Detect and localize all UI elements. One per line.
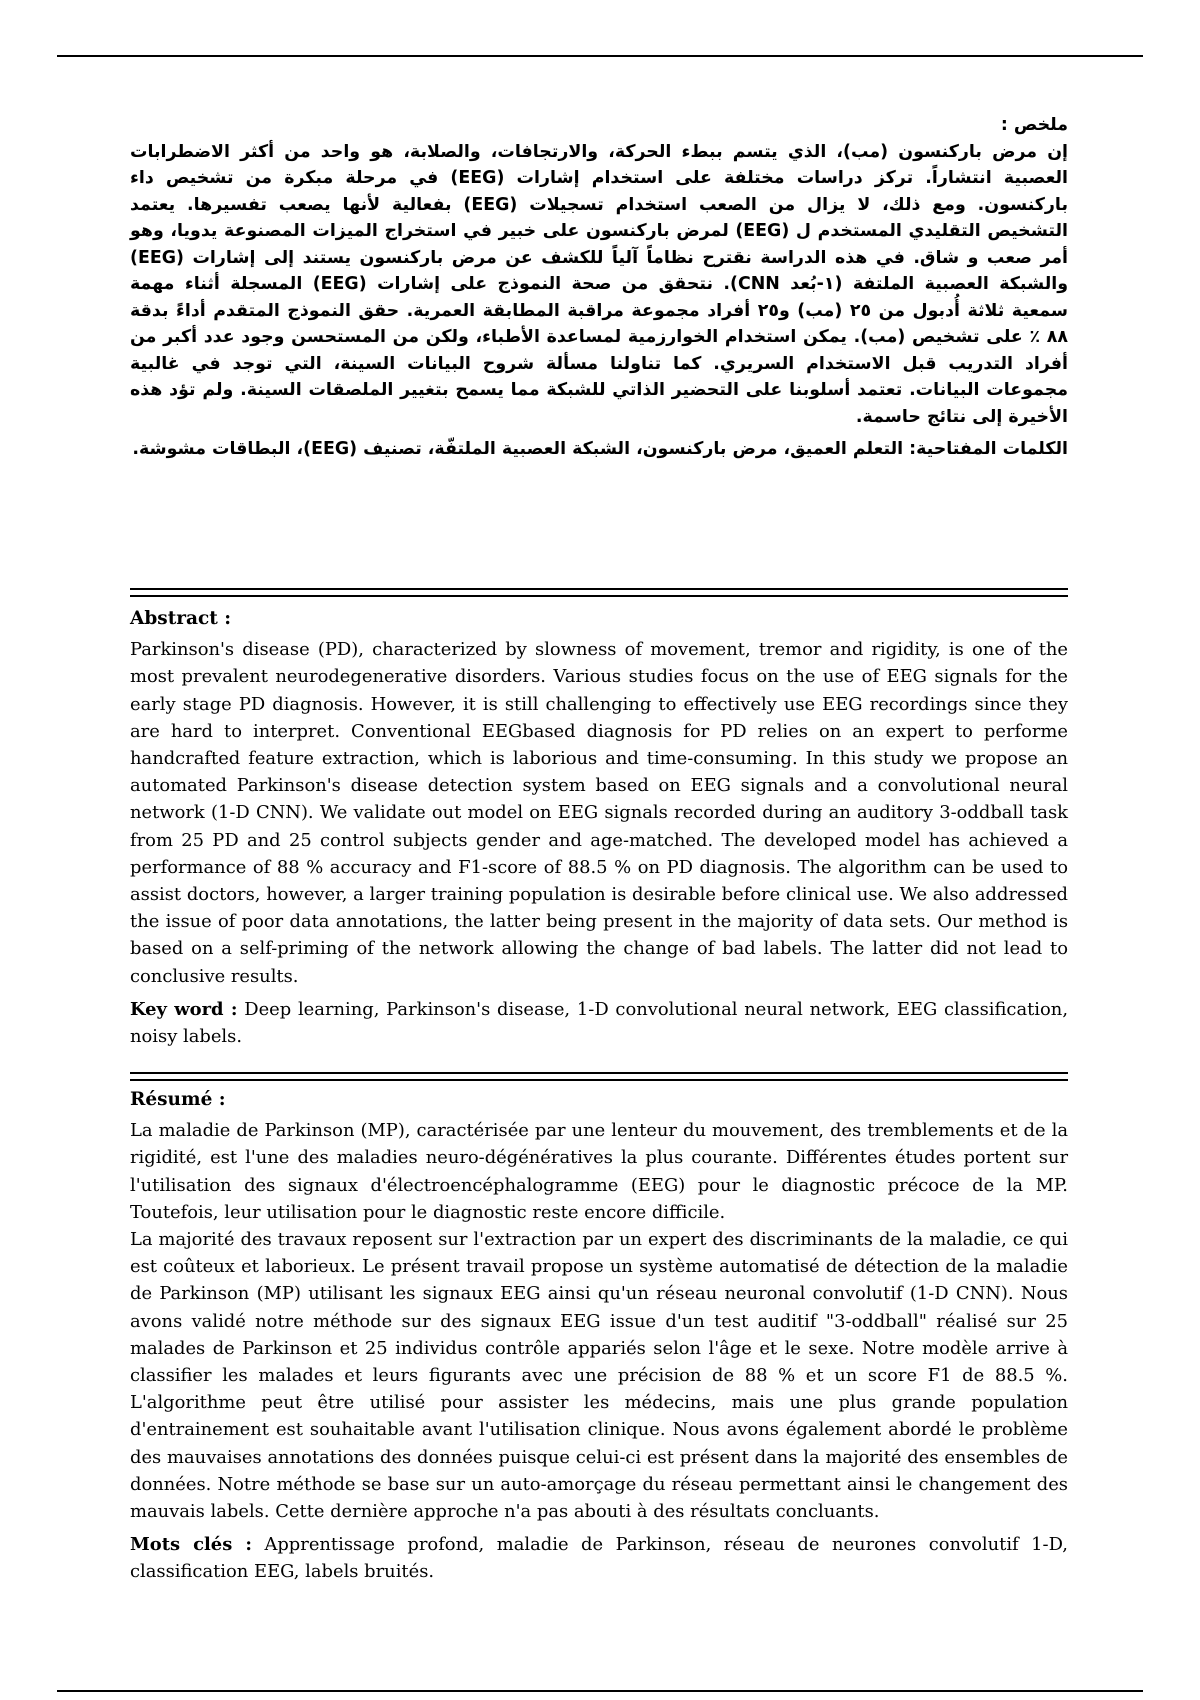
- top-rule: [57, 55, 1143, 57]
- arabic-keywords: [130, 436, 1068, 463]
- arabic-keywords-text: التعلم العميق، مرض باركنسون، الشبكة العصبية الملتفّة، تصنيف (EEG)، البطاقات مشوشة.: [132, 439, 904, 459]
- abstract-body: Parkinson's disease (PD), characterized by slowness of movement, tremor and rigidity, is one of the most prevalent neurodegenerative disorders. Various studies focus on the use of EEG signals for the early stage PD diagnosis. However, it is still challenging to effectively use EEG recordings since they are hard to interpret. Conventional EEGbased diagnosis for PD relies on an expert to performe handcrafted feature extraction, which is laborious and time-consuming. In this study we propose an automated Parkinson's disease detection system based on EEG signals and a convolutional neural network (1-D CNN). We validate out model on EEG signals recorded during an auditory 3-oddball task from 25 PD and 25 control subjects gender and age-matched. The developed model has achieved a performance of 88 % accuracy and F1-score of 88.5 % on PD diagnosis. The algorithm can be used to assist doctors, however, a larger training population is desirable before clinical use. We also addressed the issue of poor data annotations, the latter being present in the majority of data sets. Our method is based on a self-priming of the network allowing the change of bad labels. The latter did not lead to conclusive results.: [130, 639, 1068, 987]
- resume-keywords-text: Apprentissage profond, maladie de Parkinson, réseau de neurones convolutif 1-D, classification EEG, labels bruités.: [130, 1534, 1068, 1583]
- resume-paragraph-1: La maladie de Parkinson (MP), caractérisée par une lenteur du mouvement, des tremblements et de la rigidité, est l'une des maladies neuro-dégénératives la plus courante. Différentes études portent sur l'utilisation des signaux d'électroencéphalogramme (EEG) pour le diagnostic précoce de la MP. Toutefois, leur utilisation pour le diagnostic reste encore difficile.: [130, 1120, 1068, 1223]
- arabic-heading: ملخص :: [1000, 115, 1068, 135]
- arabic-body: إن مرض باركنسون (مب)، الذي يتسم ببطء الحركة، والارتجافات، والصلابة، هو واحد من أكثر الاضطرابات العصبية انتشاراً. تركز دراسات مختلفة على استخدام إشارات (EEG) في مرحلة مبكرة من تشخيص داء باركنسون. ومع ذلك، لا يزال من الصعب استخدام تسجيلات (EEG) بفعالية لأنها يصعب تفسيرها. يعتمد التشخيص التقليدي المستخدم ل (EEG) لمرض باركنسون على خبير في استخراج الميزات المصنوعة يدويا، وهو أمر صعب و شاق. في هذه الدراسة نقترح نظاماً آلياً للكشف عن مرض باركنسون يستند إلى إشارات (EEG) والشبكة العصبية الملتفة (١-بُعد CNN). نتحقق من صحة النموذج على إشارات (EEG) المسجلة أثناء مهمة سمعية ثلاثة أُدبول من ٢٥ (مب) و٢٥ أفراد مجموعة مراقبة المطابقة العمرية. حقق النموذج المتقدم أداءً بدقة ٨٨ ٪ على تشخيص (مب). يمكن استخدام الخوارزمية لمساعدة الأطباء، ولكن من المستحسن وجود عدد أكبر من أفراد التدريب قبل الاستخدام السريري. كما تناولنا مسألة شروح البيانات السينة، التي توجد في غالبية مجموعات البيانات. تعتمد أسلوبنا على التحضير الذاتي للشبكة مما يسمح بتغيير الملصقات السينة. ولم تؤد هذه الأخيرة إلى نتائج حاسمة.: [130, 141, 1069, 427]
- arabic-abstract: [130, 112, 1068, 463]
- french-resume: [130, 1086, 1068, 1586]
- abstract-keywords-label: Key word :: [130, 998, 238, 1020]
- arabic-keywords-label: الكلمات المفتاحية:: [909, 439, 1068, 459]
- english-abstract: [130, 605, 1068, 1050]
- section-divider: [130, 1072, 1068, 1081]
- resume-keywords-label: Mots clés :: [130, 1534, 252, 1556]
- abstract-title: Abstract :: [130, 608, 232, 629]
- abstract-keywords-text: Deep learning, Parkinson's disease, 1-D convolutional neural network, EEG classification, noisy labels.: [130, 998, 1069, 1048]
- resume-keywords: [130, 1531, 1068, 1585]
- resume-title: Résumé :: [130, 1089, 226, 1110]
- resume-paragraph-2: La majorité des travaux reposent sur l'extraction par un expert des discriminants de la maladie, ce qui est coûteux et laborieux. Le présent travail propose un système automatisé de détection de la maladie de Parkinson (MP) utilisant les signaux EEG ainsi qu'un réseau neuronal convolutif (1-D CNN). Nous avons validé notre méthode sur des signaux EEG issue d'un test auditif "3-oddball" réalisé sur 25 malades de Parkinson et 25 individus contrôle appariés selon l'âge et le sexe. Notre modèle arrive à classifier les malades et leurs figurants avec une précision de 88 % et un score F1 de 88.5 %. L'algorithme peut être utilisé pour assister les médecins, mais une plus grande population d'entrainement est souhaitable avant l'utilisation clinique. Nous avons également abordé le problème des mauvaises annotations des données puisque celui-ci est présent dans la majorité des ensembles de données. Notre méthode se base sur un auto-amorçage du réseau permettant ainsi le changement des mauvais labels. Cette dernière approche n'a pas abouti à des résultats concluants.: [130, 1229, 1068, 1523]
- section-divider: [130, 588, 1068, 597]
- bottom-rule: [57, 1690, 1143, 1692]
- abstract-keywords: [130, 996, 1068, 1050]
